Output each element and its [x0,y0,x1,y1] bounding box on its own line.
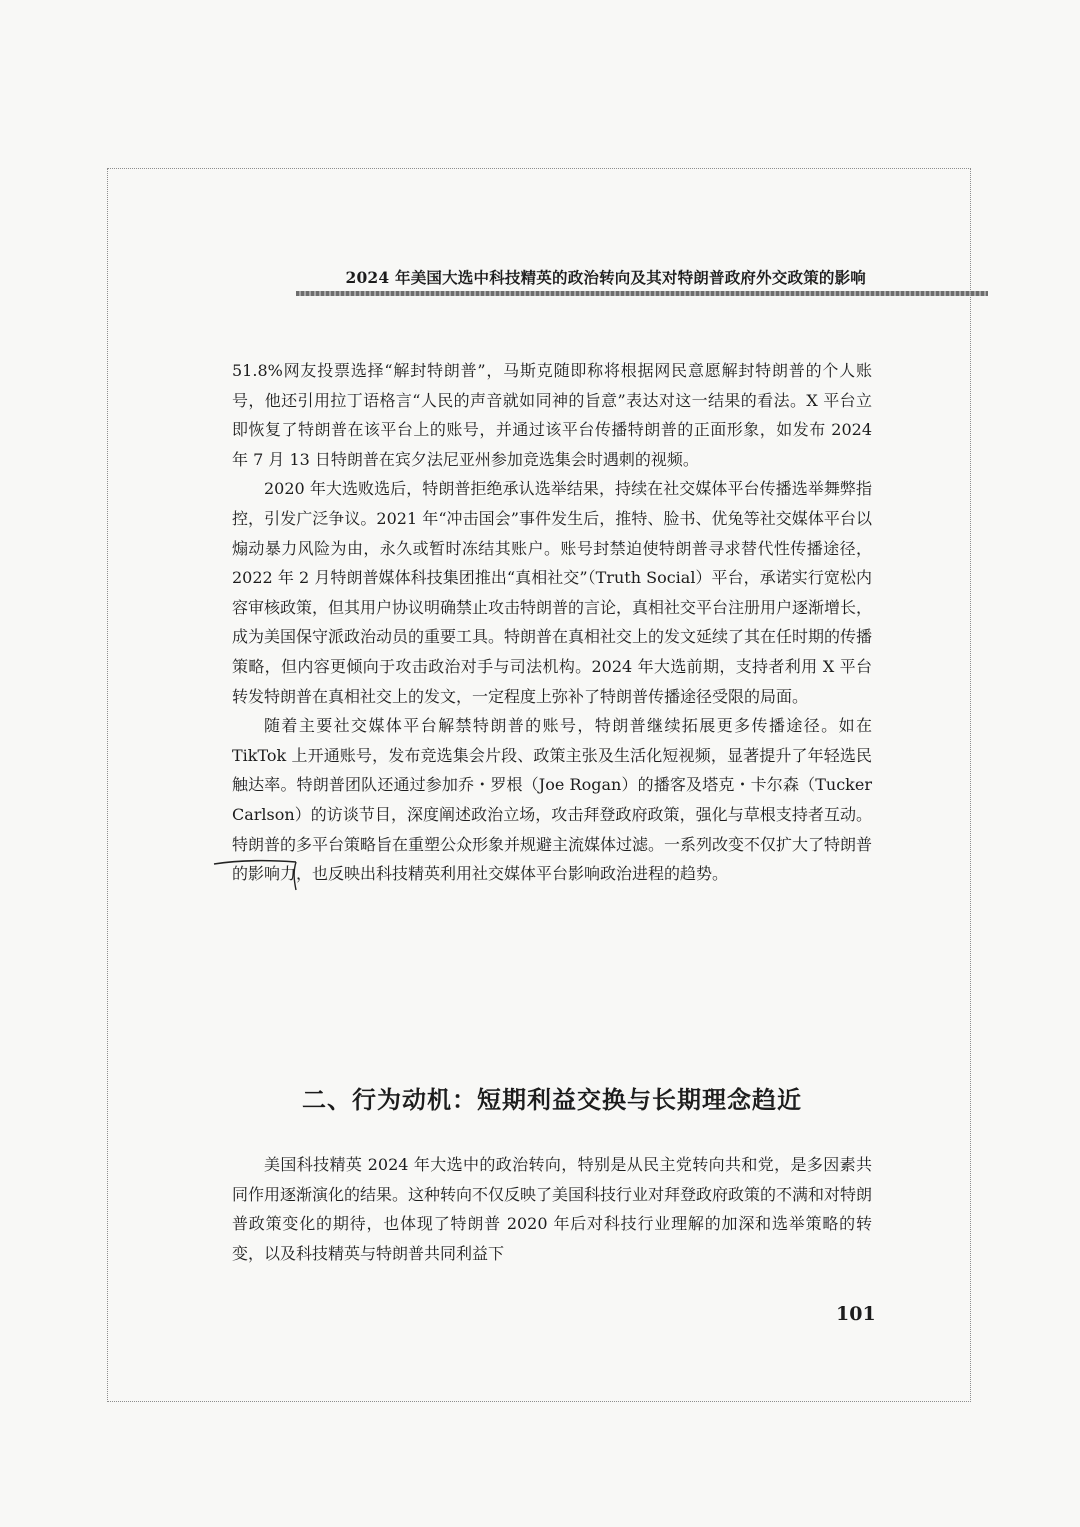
header-rule [296,291,988,296]
paragraph: 随着主要社交媒体平台解禁特朗普的账号，特朗普继续拓展更多传播途径。如在 TikTok 上开通账号，发布竞选集会片段、政策主张及生活化短视频，显著提升了年轻选民触达率。特朗普团队还通过参加乔・罗根（Joe Rogan）的播客及塔克・卡尔森（Tucker Carlson）的访谈节目，深度阐述政治立场，攻击拜登政府政策，强化与草根支持者互动。特朗普的多平台策略旨在重塑公众形象并规避主流媒体过滤。一系列改变不仅扩大了特朗普的影响力，也反映出科技精英利用社交媒体平台影响政治进程的趋势。 [232,716,873,884]
page-number: 101 [836,1303,876,1325]
paragraph: 2020 年大选败选后，特朗普拒绝承认选举结果，持续在社交媒体平台传播选举舞弊指控，引发广泛争议。2021 年“冲击国会”事件发生后，推特、脸书、优兔等社交媒体平台以煽动暴力风险为由，永久或暂时冻结其账户。账号封禁迫使特朗普寻求替代性传播途径，2022 年 2 月特朗普媒体科技集团推出“真相社交”（Truth Social）平台，承诺实行宽松内容审核政策，但其用户协议明确禁止攻击特朗普的言论，真相社交平台注册用户逐渐增长，成为美国保守派政治动员的重要工具。特朗普在真相社交上的发文延续了其在任时期的传播策略，但内容更倾向于攻击政治对手与司法机构。2024 年大选前期，支持者利用 X 平台转发特朗普在真相社交上的发文，一定程度上弥补了特朗普传播途径受限的局面。 [232,479,873,706]
section-heading: 二、行为动机：短期利益交换与长期理念趋近 [302,1085,802,1114]
body-text-bottom [232,1150,872,1268]
handwritten-pen-mark [210,850,320,895]
body-text-top [232,356,872,889]
paragraph: 51.8%网友投票选择“解封特朗普”，马斯克随即称将根据网民意愿解封特朗普的个人账号，他还引用拉丁语格言“人民的声音就如同神的旨意”表达对这一结果的看法。X 平台立即恢复了特朗普在该平台上的账号，并通过该平台传播特朗普的正面形象，如发布 2024 年 7 月 13 日特朗普在宾夕法尼亚州参加竞选集会时遇刺的视频。 [232,361,872,469]
paragraph: 美国科技精英 2024 年大选中的政治转向，特别是从民主党转向共和党，是多因素共同作用逐渐演化的结果。这种转向不仅反映了美国科技行业对拜登政府政策的不满和对特朗普政策变化的期待，也体现了特朗普 2020 年后对科技行业理解的加深和选举策略的转变，以及科技精英与特朗普共同利益下 [232,1155,873,1263]
running-header: 2024 年美国大选中科技精英的政治转向及其对特朗普政府外交政策的影响 [345,268,866,287]
